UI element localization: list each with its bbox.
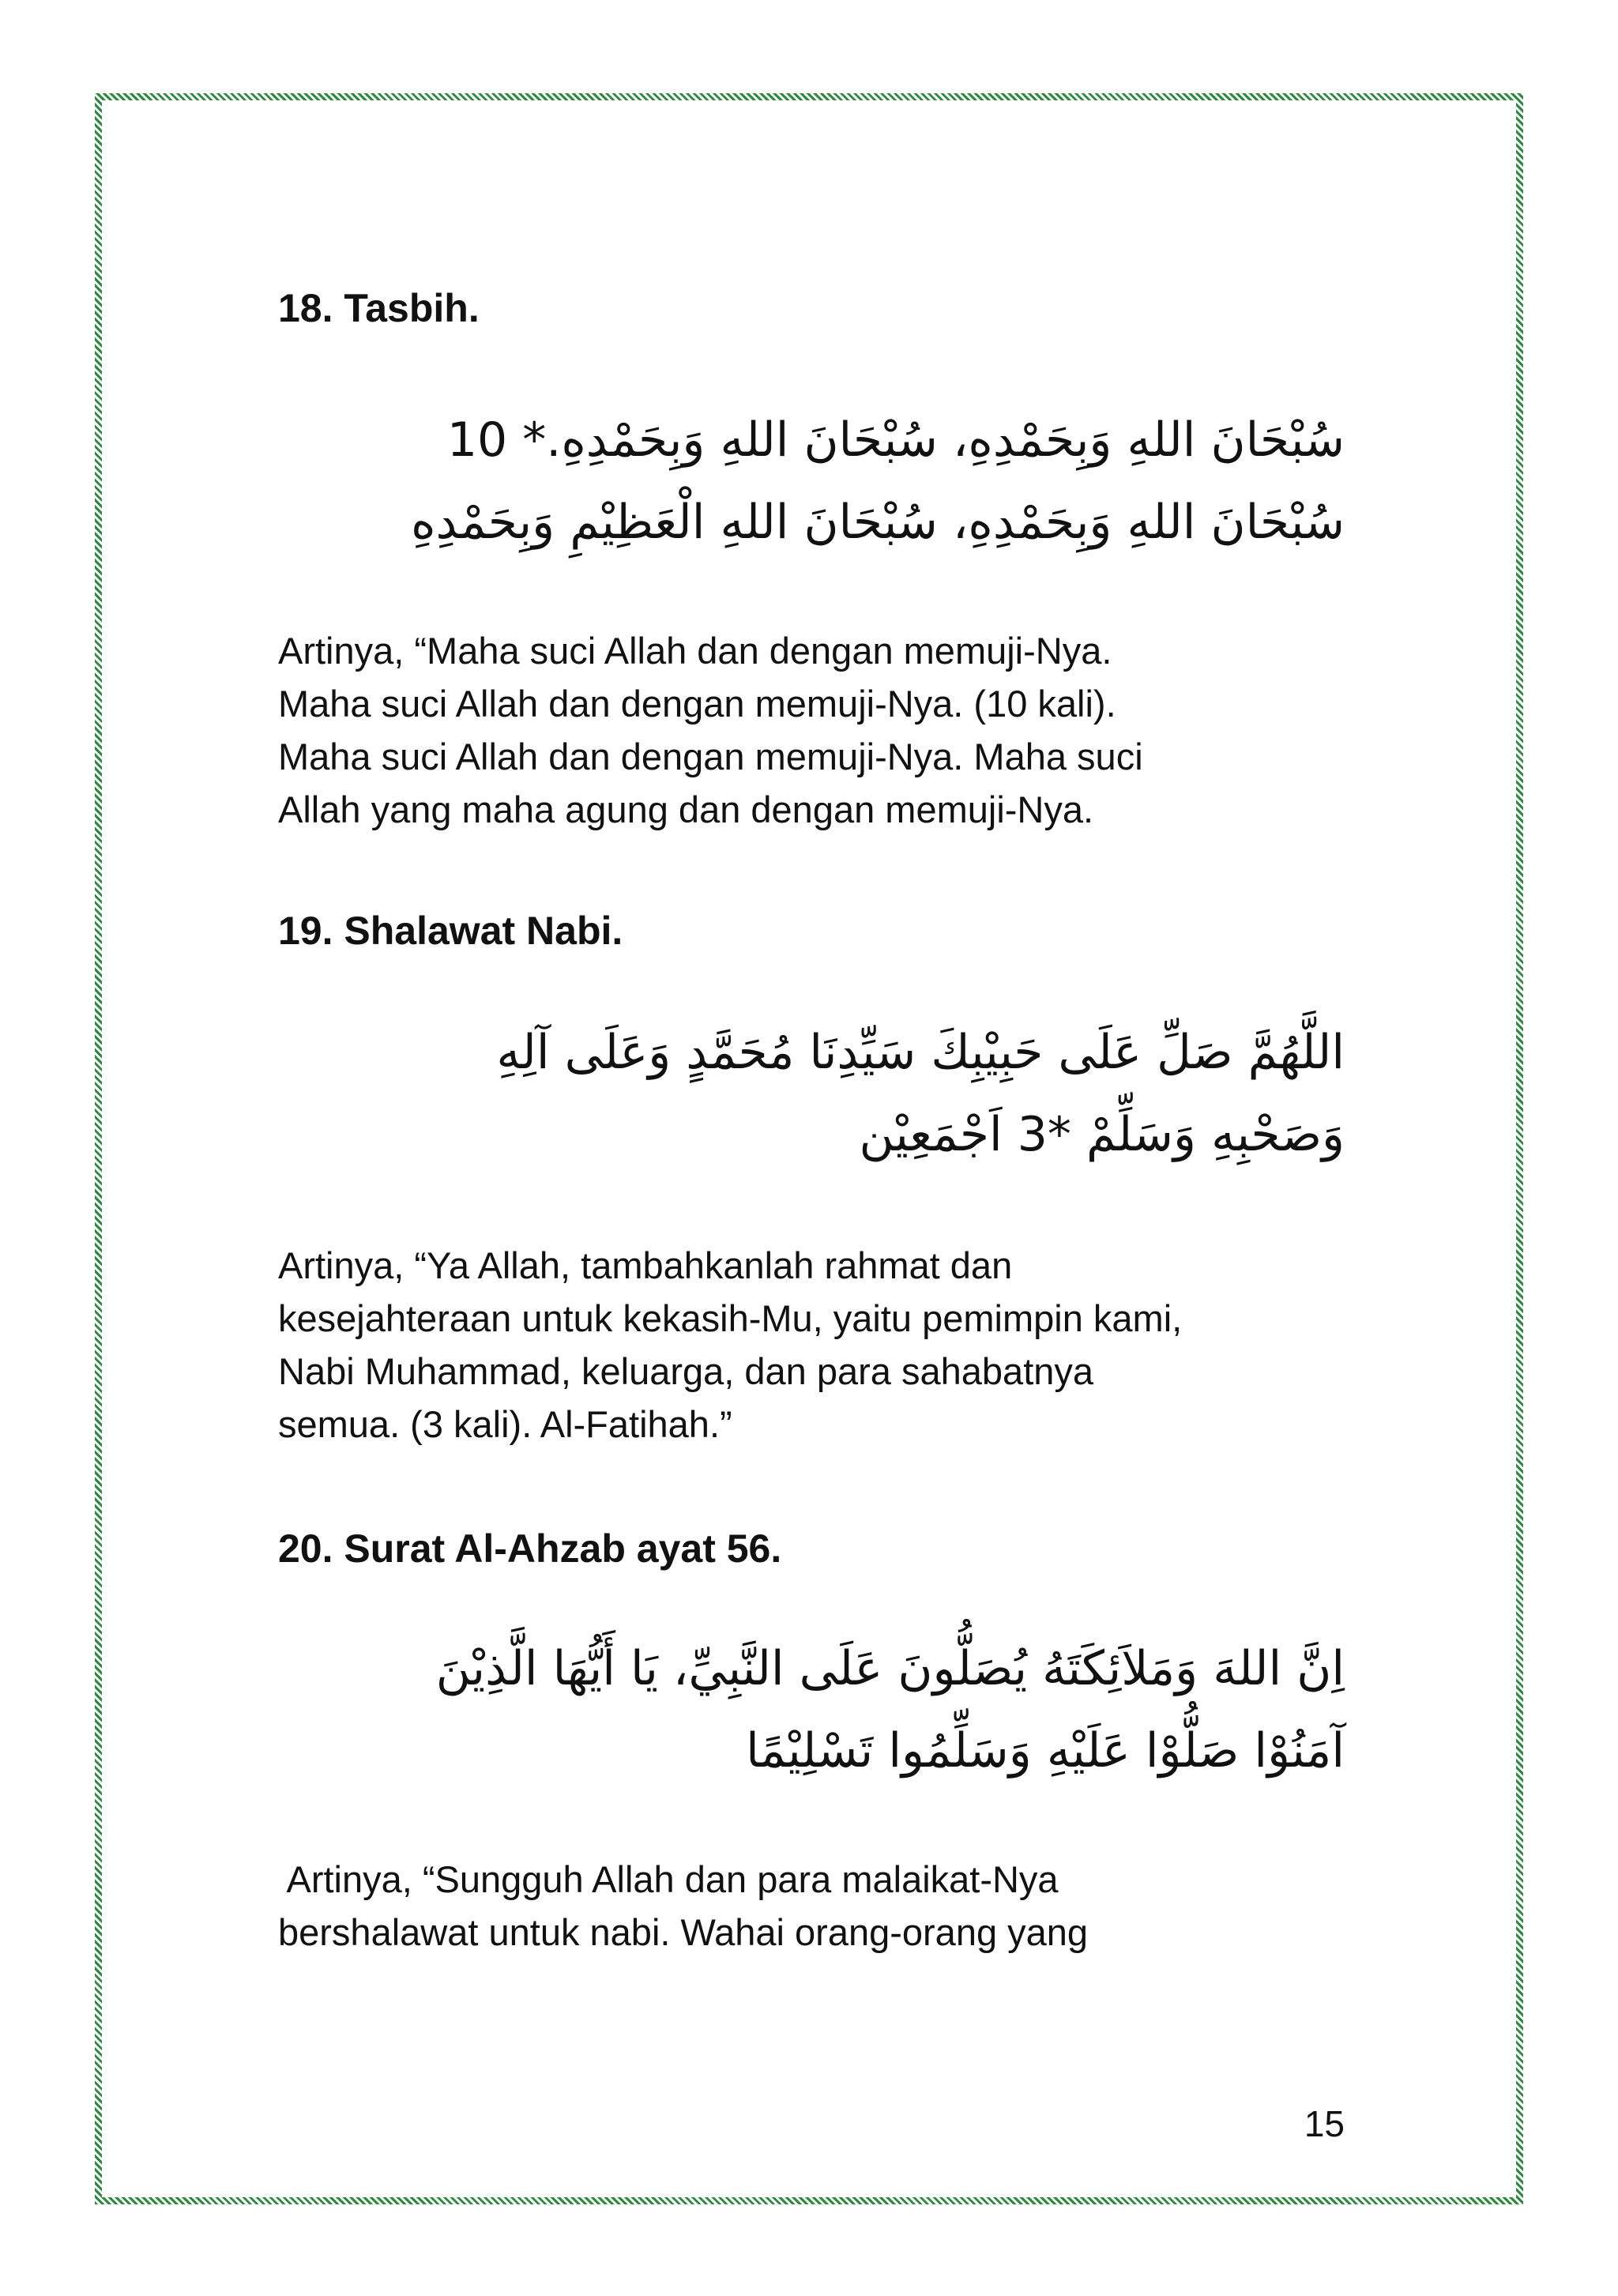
section-heading-shalawat-nabi: 19. Shalawat Nabi. bbox=[278, 909, 623, 953]
translation-tasbih bbox=[278, 624, 1345, 836]
arabic-line: سُبْحَانَ اللهِ وَبِحَمْدِهِ، سُبْحَانَ اللهِ وَبِحَمْدِهِ.* 10 bbox=[446, 412, 1345, 468]
section-heading-tasbih: 18. Tasbih. bbox=[278, 286, 480, 330]
translation-line: Allah yang maha agung dan dengan memuji-Nya. bbox=[278, 789, 1094, 830]
arabic-text-shalawat bbox=[442, 1011, 1345, 1176]
translation-line: Nabi Muhammad, keluarga, dan para sahabatnya bbox=[278, 1350, 1094, 1392]
translation-line: Maha suci Allah dan dengan memuji-Nya. Maha suci bbox=[278, 736, 1143, 777]
arabic-line: سُبْحَانَ اللهِ وَبِحَمْدِهِ، سُبْحَانَ اللهِ الْعَظِيْمِ وَبِحَمْدِهِ bbox=[411, 495, 1345, 550]
arabic-line: وَصَحْبِهِ وَسَلِّمْ *3 اَجْمَعِيْن bbox=[859, 1107, 1345, 1162]
arabic-line: اللَّهُمَّ صَلِّ عَلَى حَبِيْبِكَ سَيِّدِنَا مُحَمَّدٍ وَعَلَى آلِهِ bbox=[496, 1025, 1345, 1080]
translation-line: kesejahteraan untuk kekasih-Mu, yaitu pemimpin kami, bbox=[278, 1297, 1183, 1339]
arabic-line: آمَنُوْا صَلُّوْا عَلَيْهِ وَسَلِّمُوا تَسْلِيْمًا bbox=[746, 1723, 1345, 1778]
translation-line: Maha suci Allah dan dengan memuji-Nya. (10 kali). bbox=[278, 683, 1116, 725]
translation-line: Artinya, “Maha suci Allah dan dengan memuji-Nya. bbox=[278, 630, 1112, 672]
translation-line: Artinya, “Ya Allah, tambahkanlah rahmat dan bbox=[278, 1244, 1013, 1286]
section-heading-al-ahzab: 20. Surat Al-Ahzab ayat 56. bbox=[278, 1526, 782, 1571]
page-number: 15 bbox=[1304, 2103, 1345, 2144]
translation-line: Artinya, “Sungguh Allah dan para malaikat-Nya bbox=[278, 1858, 1059, 1900]
arabic-text-al-ahzab bbox=[435, 1628, 1345, 1792]
translation-shalawat bbox=[278, 1239, 1345, 1451]
translation-line: bershalawat untuk nabi. Wahai orang-orang yang bbox=[278, 1911, 1089, 1953]
translation-al-ahzab bbox=[278, 1853, 1345, 1959]
arabic-text-tasbih bbox=[411, 399, 1345, 563]
arabic-line: اِنَّ اللهَ وَمَلاَئِكَتَهُ يُصَلُّونَ عَلَى النَّبِيِّ، يَا أَيُّهَا الَّذِيْنَ bbox=[435, 1641, 1345, 1696]
translation-line: semua. (3 kali). Al-Fatihah.” bbox=[278, 1403, 732, 1445]
